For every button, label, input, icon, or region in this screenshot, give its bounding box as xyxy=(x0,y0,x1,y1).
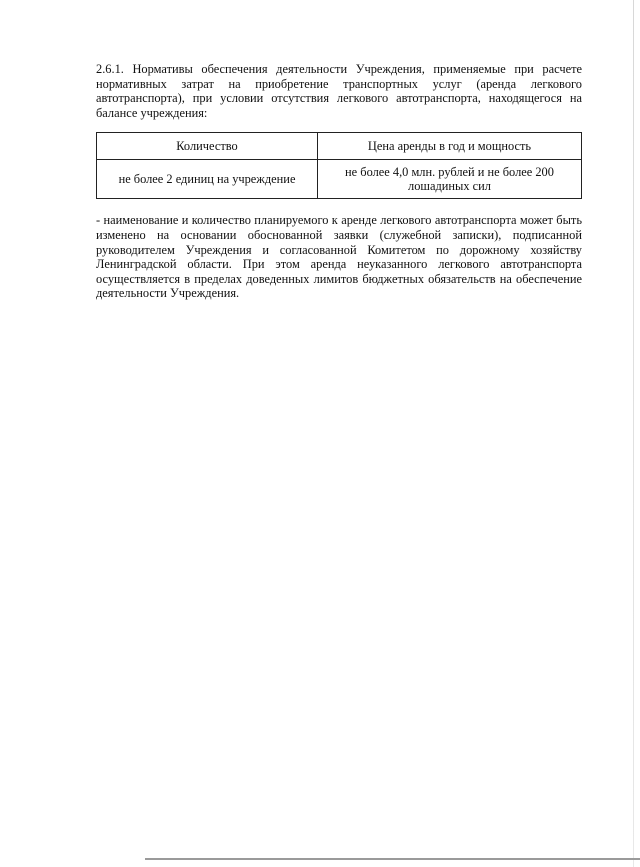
document-body xyxy=(96,62,582,301)
section-paragraph: 2.6.1. Нормативы обеспечения деятельности Учреждения, применяемые при расчете нормативных затрат на приобретение транспортных услуг (аренда легкового автотранспорта), при условии отсутствия легкового автотранспорта, находящегося на балансе учреждения: xyxy=(96,62,582,120)
table-cell: не более 4,0 млн. рублей и не более 200 лошадиных сил xyxy=(318,160,582,199)
table-header-cell: Количество xyxy=(97,133,318,160)
table-header-cell: Цена аренды в год и мощность xyxy=(318,133,582,160)
scan-edge-bottom xyxy=(145,858,640,860)
table-header-row xyxy=(97,133,582,160)
norms-table xyxy=(96,132,582,199)
note-paragraph: - наименование и количество планируемого к аренде легкового автотранспорта может быть изменено на основании обоснованной заявки (служебной записки), подписанной руководителем Учреждения и согласованной Комитетом по дорожному хозяйству Ленинградской области. При этом аренда неуказанного легкового автотранспорта осуществляется в пределах доведенных лимитов бюджетных обязательств на обеспечение деятельности Учреждения. xyxy=(96,213,582,301)
table-cell: не более 2 единиц на учреждение xyxy=(97,160,318,199)
scan-edge-line xyxy=(633,0,634,867)
table-row xyxy=(97,160,582,199)
